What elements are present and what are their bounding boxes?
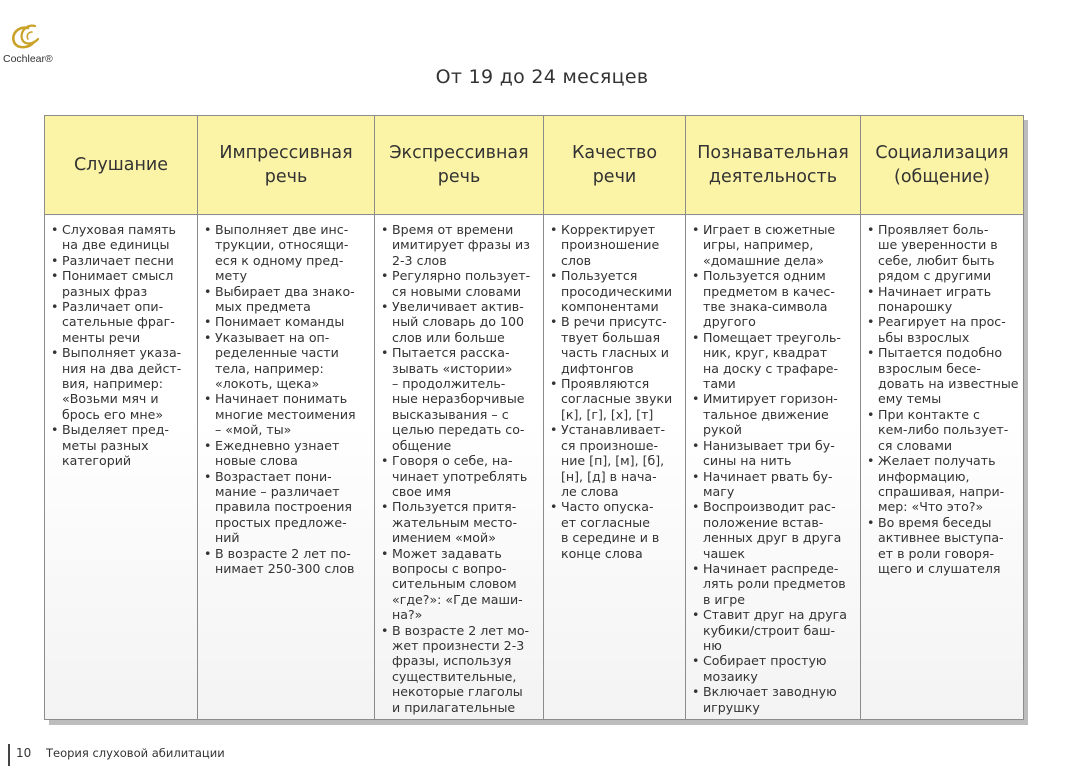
list-speech-quality [550, 222, 681, 561]
brand-logo [3, 22, 73, 72]
list-item: • Играет в сюжетные игры, например, «домашние дела» [692, 222, 856, 268]
list-item: • Проявляются согласные звуки [к], [г], [х], [т] [550, 376, 681, 422]
list-listening [51, 222, 193, 469]
header-expressive-speech: Экспрессивная речь [375, 116, 544, 215]
list-item: • Выполняет две инс- трукции, относящи- еся к одному пред- мету [204, 222, 370, 284]
list-item: • Начинает распреде- лять роли предметов в игре [692, 561, 856, 607]
list-item: • Пытается подобно взрослым бесе- довать на известные ему темы [867, 345, 1019, 407]
cell-speech-quality [544, 215, 686, 720]
list-item: • Желает получать информацию, спрашивая, напри- мер: «Что это?» [867, 453, 1019, 515]
list-item: • В речи присутс- твует большая часть гласных и дифтонгов [550, 314, 681, 376]
list-item: • Собирает простую мозаику [692, 653, 856, 684]
list-item: • Понимает команды [204, 314, 370, 329]
list-item: • Реагирует на прос- ьбы взрослых [867, 314, 1019, 345]
list-item: • Пытается расска- зывать «истории» – продолжитель- ные неразборчивые высказывания – с целью передать со- общение [381, 345, 539, 453]
list-item: • Начинает понимать многие местоимения – «мой, ты» [204, 391, 370, 437]
page-title: От 19 до 24 месяцев [435, 66, 649, 88]
list-item: • При контакте с кем-либо пользует- ся словами [867, 407, 1019, 453]
list-item: • Включает заводную игрушку [692, 684, 856, 715]
list-item: • Может задавать вопросы с вопро- сительным словом «где?»: «Где маши- на?» [381, 546, 539, 623]
cochlear-swirl-logo-icon [8, 22, 44, 52]
list-item: • Ставит друг на друга кубики/строит баш- ню [692, 607, 856, 653]
table-body-row [45, 215, 1024, 720]
list-item: • В возрасте 2 лет по- нимает 250-300 слов [204, 546, 370, 577]
table-header-row [45, 116, 1024, 215]
list-item: • Выделяет пред- меты разных категорий [51, 422, 193, 468]
list-item: • Устанавливает- ся произноше- ние [п], [м], [б], [н], [д] в нача- ле слова [550, 422, 681, 499]
list-expressive-speech [381, 222, 539, 715]
footer-divider [8, 744, 10, 766]
list-impressive-speech [204, 222, 370, 576]
milestones-table [44, 115, 1023, 720]
list-item: • Имитирует горизон- тальное движение рукой [692, 391, 856, 437]
header-cognitive-activity: Познавательная деятельность [686, 116, 861, 215]
list-socialization [867, 222, 1019, 576]
list-item: • Пользуется одним предметом в качес- тве знака-символа другого [692, 268, 856, 330]
cell-listening [45, 215, 198, 720]
list-item: • В возрасте 2 лет мо- жет произнести 2-3 фразы, используя существительные, некоторые глаголы и прилагательные [381, 623, 539, 715]
list-item: • Выполняет указа- ния на два дейст- вия, например: «Возьми мяч и брось его мне» [51, 345, 193, 422]
footer-title: Теория слуховой абилитации [46, 746, 225, 760]
page-number: 10 [16, 746, 32, 760]
list-item: • Возрастает пони- мание – различает правила построения простых предложе- ний [204, 469, 370, 546]
list-item: • Нанизывает три бу- сины на нить [692, 438, 856, 469]
list-item: • Во время беседы активнее выступа- ет в роли говоря- щего и слушателя [867, 515, 1019, 577]
list-cognitive-activity [692, 222, 856, 715]
list-item: • Проявляет боль- ше уверенности в себе, любит быть рядом с другими [867, 222, 1019, 284]
list-item: • Выбирает два знако- мых предмета [204, 284, 370, 315]
cell-cognitive-activity [686, 215, 861, 720]
list-item: • Регулярно пользует- ся новыми словами [381, 268, 539, 299]
list-item: • Понимает смысл разных фраз [51, 268, 193, 299]
list-item: • Корректирует произношение слов [550, 222, 681, 268]
list-item: • Говоря о себе, на- чинает употреблять свое имя [381, 453, 539, 499]
cell-expressive-speech [375, 215, 544, 720]
header-impressive-speech: Импрессивная речь [198, 116, 375, 215]
list-item: • Различает опи- сательные фраг- менты речи [51, 299, 193, 345]
list-item: • Время от времени имитирует фразы из 2-3 слов [381, 222, 539, 268]
list-item: • Различает песни [51, 253, 193, 268]
brand-name: Cochlear® [3, 53, 53, 65]
list-item: • Ежедневно узнает новые слова [204, 438, 370, 469]
list-item: • Воспроизводит рас- положение встав- ленных друг в друга чашек [692, 499, 856, 561]
header-socialization: Социализация (общение) [861, 116, 1024, 215]
list-item: • Помещает треуголь- ник, круг, квадрат на доску с трафаре- тами [692, 330, 856, 392]
list-item: • Слуховая память на две единицы [51, 222, 193, 253]
list-item: • Часто опуска- ет согласные в середине и в конце слова [550, 499, 681, 561]
header-speech-quality: Качество речи [544, 116, 686, 215]
list-item: • Начинает играть понарошку [867, 284, 1019, 315]
list-item: • Пользуется притя- жательным место- имением «мой» [381, 499, 539, 545]
cell-socialization [861, 215, 1024, 720]
cell-impressive-speech [198, 215, 375, 720]
list-item: • Пользуется просодическими компонентами [550, 268, 681, 314]
list-item: • Начинает рвать бу- магу [692, 469, 856, 500]
header-listening: Слушание [45, 116, 198, 215]
list-item: • Увеличивает актив- ный словарь до 100 слов или больше [381, 299, 539, 345]
list-item: • Указывает на оп- ределенные части тела, например: «локоть, щека» [204, 330, 370, 392]
